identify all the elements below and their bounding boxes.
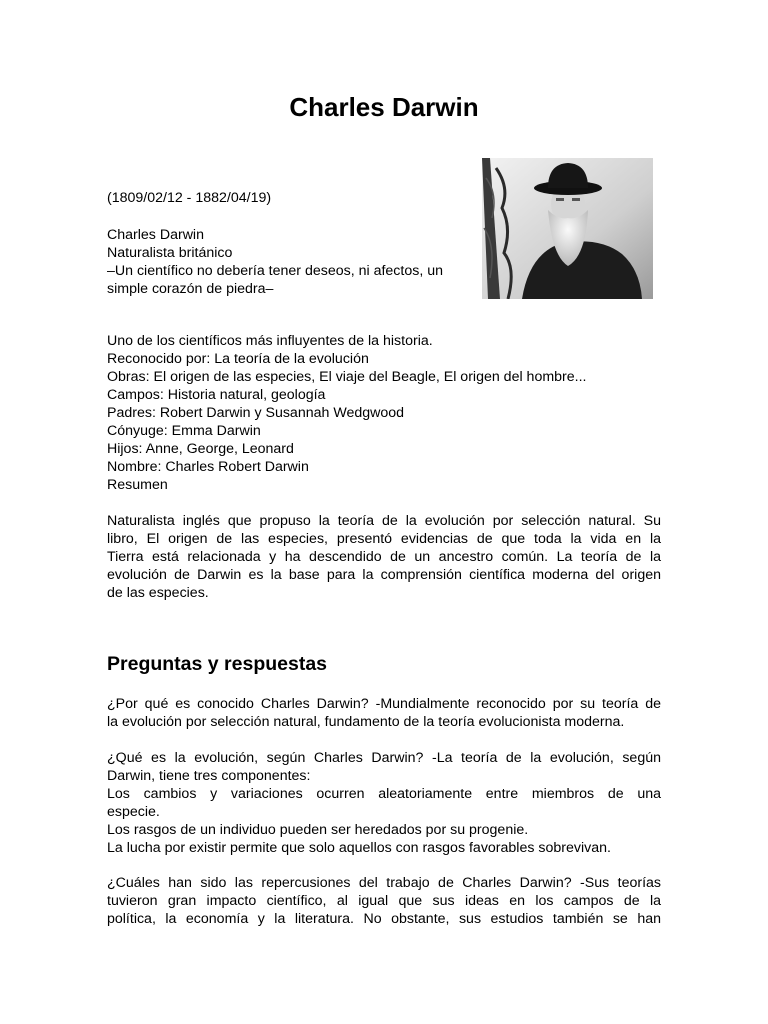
qa-line: La lucha por existir permite que solo aquellos con rasgos favorables sobrevivan. [107, 840, 611, 856]
life-dates: (1809/02/12 - 1882/04/19) [107, 190, 272, 206]
fact-item: Padres: Robert Darwin y Susannah Wedgwood [107, 405, 405, 421]
fact-item: Hijos: Anne, George, Leonard [107, 441, 294, 457]
qa-line: ¿Por qué es conocido Charles Darwin? -Mundialmente reconocido por su teoría de [107, 696, 661, 712]
qa-line: Los rasgos de un individuo pueden ser heredados por su progenie. [107, 822, 529, 838]
qa-answer-3 [107, 874, 661, 928]
intro-block [107, 226, 443, 298]
qa-line: tuvieron gran impacto científico, al igual que sus ideas en los campos de la [107, 893, 661, 909]
page-title: Charles Darwin [289, 92, 479, 122]
fact-item: Campos: Historia natural, geología [107, 387, 326, 403]
fact-item: Reconocido por: La teoría de la evolución [107, 351, 369, 367]
qa-line: especie. [107, 804, 160, 820]
qa-line: Darwin, tiene tres componentes: [107, 768, 311, 784]
intro-name: Charles Darwin [107, 227, 204, 243]
portrait-photo [482, 158, 653, 299]
qa-line: ¿Qué es la evolución, según Charles Darwin? -La teoría de la evolución, según [107, 750, 661, 766]
intro-quote-line-2: simple corazón de piedra– [107, 281, 274, 297]
intro-quote-line-1: –Un científico no debería tener deseos, ni afectos, un [107, 263, 443, 279]
qa-heading: Preguntas y respuestas [107, 653, 328, 675]
fact-item: Uno de los científicos más influyentes de la historia. [107, 333, 433, 349]
fact-item: Obras: El origen de las especies, El viaje del Beagle, El origen del hombre... [107, 369, 587, 385]
qa-line: política, la economía y la literatura. No obstante, sus estudios también se han [107, 911, 661, 927]
summary-line: libro, El origen de las especies, presentó evidencias de que toda la vida en la [107, 531, 661, 547]
summary-line: Tierra está relacionada y ha descendido de un ancestro común. La teoría de la [107, 549, 661, 565]
fact-item: Resumen [107, 477, 168, 493]
qa-answer-1 [107, 695, 661, 731]
summary-paragraph [107, 512, 661, 602]
fact-item: Cónyuge: Emma Darwin [107, 423, 261, 439]
qa-answer-2 [107, 749, 661, 857]
summary-line: Naturalista inglés que propuso la teoría de la evolución por selección natural. Su [107, 513, 661, 529]
summary-line: de las especies. [107, 585, 209, 601]
qa-line: Los cambios y variaciones ocurren aleatoriamente entre miembros de una [107, 786, 661, 802]
qa-line: la evolución por selección natural, fundamento de la teoría evolucionista moderna. [107, 714, 625, 730]
intro-role: Naturalista británico [107, 245, 233, 261]
qa-line: ¿Cuáles han sido las repercusiones del trabajo de Charles Darwin? -Sus teorías [107, 875, 661, 891]
facts-list [107, 332, 587, 494]
summary-line: evolución de Darwin es la base para la comprensión científica moderna del origen [107, 567, 661, 583]
fact-item: Nombre: Charles Robert Darwin [107, 459, 309, 475]
